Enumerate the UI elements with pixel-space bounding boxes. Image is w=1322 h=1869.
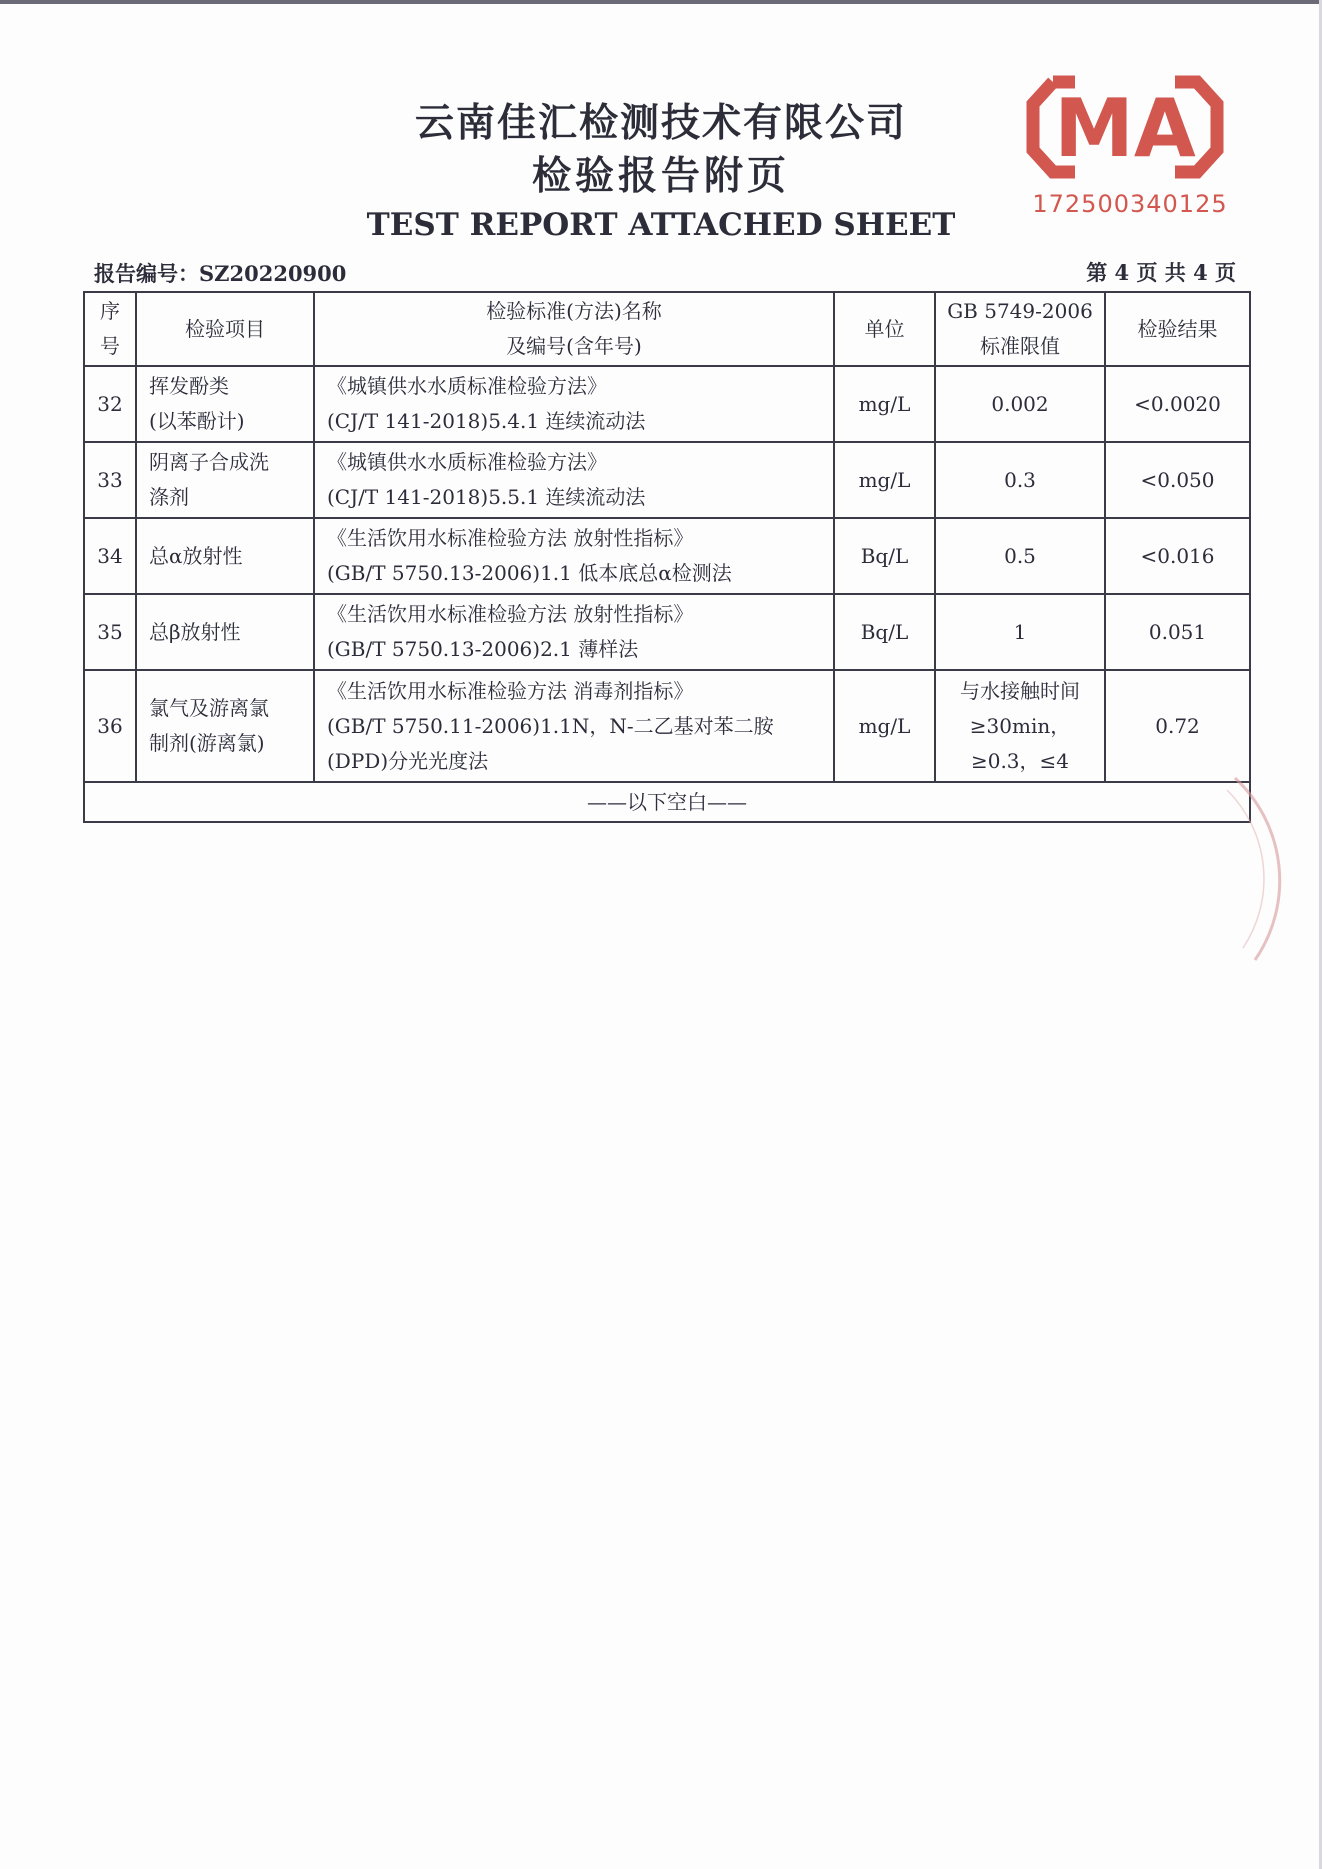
cell-no: 32 — [84, 366, 136, 442]
cell-item: 阴离子合成洗 涤剂 — [136, 442, 314, 518]
top-border — [0, 0, 1322, 4]
cell-no: 34 — [84, 518, 136, 594]
report-title-en: TEST REPORT ATTACHED SHEET — [366, 207, 956, 243]
cell-no: 33 — [84, 442, 136, 518]
cell-limit: 0.5 — [935, 518, 1105, 594]
cell-result: <0.0020 — [1105, 366, 1250, 442]
table-row — [84, 366, 1250, 442]
cell-no: 35 — [84, 594, 136, 670]
report-subtitle: 检验报告附页 — [531, 153, 790, 199]
cell-standard: 《城镇供水水质标准检验方法》 (CJ/T 141-2018)5.5.1 连续流动法 — [314, 442, 834, 518]
cma-logo — [1025, 68, 1225, 186]
cell-result: 0.051 — [1105, 594, 1250, 670]
table-row — [84, 442, 1250, 518]
cell-unit: mg/L — [834, 366, 935, 442]
cell-result: <0.016 — [1105, 518, 1250, 594]
cell-item: 氯气及游离氯 制剂(游离氯) — [136, 670, 314, 782]
header-limit: GB 5749-2006 标准限值 — [935, 292, 1105, 366]
end-note: ——以下空白—— — [84, 782, 1250, 822]
cell-standard: 《生活饮用水标准检验方法 消毒剂指标》 (GB/T 5750.11-2006)1.1N，N-二乙基对苯二胺 (DPD)分光光度法 — [314, 670, 834, 782]
cell-result: <0.050 — [1105, 442, 1250, 518]
report-number: 报告编号：SZ20220900 — [94, 261, 347, 286]
table-row — [84, 670, 1250, 782]
cell-result: 0.72 — [1105, 670, 1250, 782]
cma-letters: MA — [1054, 82, 1196, 175]
cell-limit: 0.3 — [935, 442, 1105, 518]
cell-limit: 0.002 — [935, 366, 1105, 442]
cma-number: 172500340125 — [1032, 190, 1228, 218]
table-row — [84, 518, 1250, 594]
header-result: 检验结果 — [1105, 292, 1250, 366]
table-end-row — [84, 782, 1250, 822]
cell-no: 36 — [84, 670, 136, 782]
header-unit: 单位 — [834, 292, 935, 366]
cell-standard: 《城镇供水水质标准检验方法》 (CJ/T 141-2018)5.4.1 连续流动法 — [314, 366, 834, 442]
company-name: 云南佳汇检测技术有限公司 — [414, 100, 907, 146]
cell-unit: Bq/L — [834, 518, 935, 594]
header-seq: 序 号 — [84, 292, 136, 366]
cell-standard: 《生活饮用水标准检验方法 放射性指标》 (GB/T 5750.13-2006)2.1 薄样法 — [314, 594, 834, 670]
cell-standard: 《生活饮用水标准检验方法 放射性指标》 (GB/T 5750.13-2006)1.1 低本底总α检测法 — [314, 518, 834, 594]
cell-item: 挥发酚类 (以苯酚计) — [136, 366, 314, 442]
table-row — [84, 594, 1250, 670]
table-header-row — [84, 292, 1250, 366]
header-standard: 检验标准(方法)名称 及编号(含年号) — [314, 292, 834, 366]
page-indicator: 第 4 页 共 4 页 — [1086, 260, 1236, 285]
cell-unit: mg/L — [834, 670, 935, 782]
cell-unit: mg/L — [834, 442, 935, 518]
partial-seal-stamp — [1195, 770, 1305, 970]
cell-unit: Bq/L — [834, 594, 935, 670]
cell-item: 总α放射性 — [136, 518, 314, 594]
header-item: 检验项目 — [136, 292, 314, 366]
cell-limit: 与水接触时间 ≥30min， ≥0.3，≤4 — [935, 670, 1105, 782]
test-results-table — [83, 291, 1251, 823]
cell-limit: 1 — [935, 594, 1105, 670]
cell-item: 总β放射性 — [136, 594, 314, 670]
